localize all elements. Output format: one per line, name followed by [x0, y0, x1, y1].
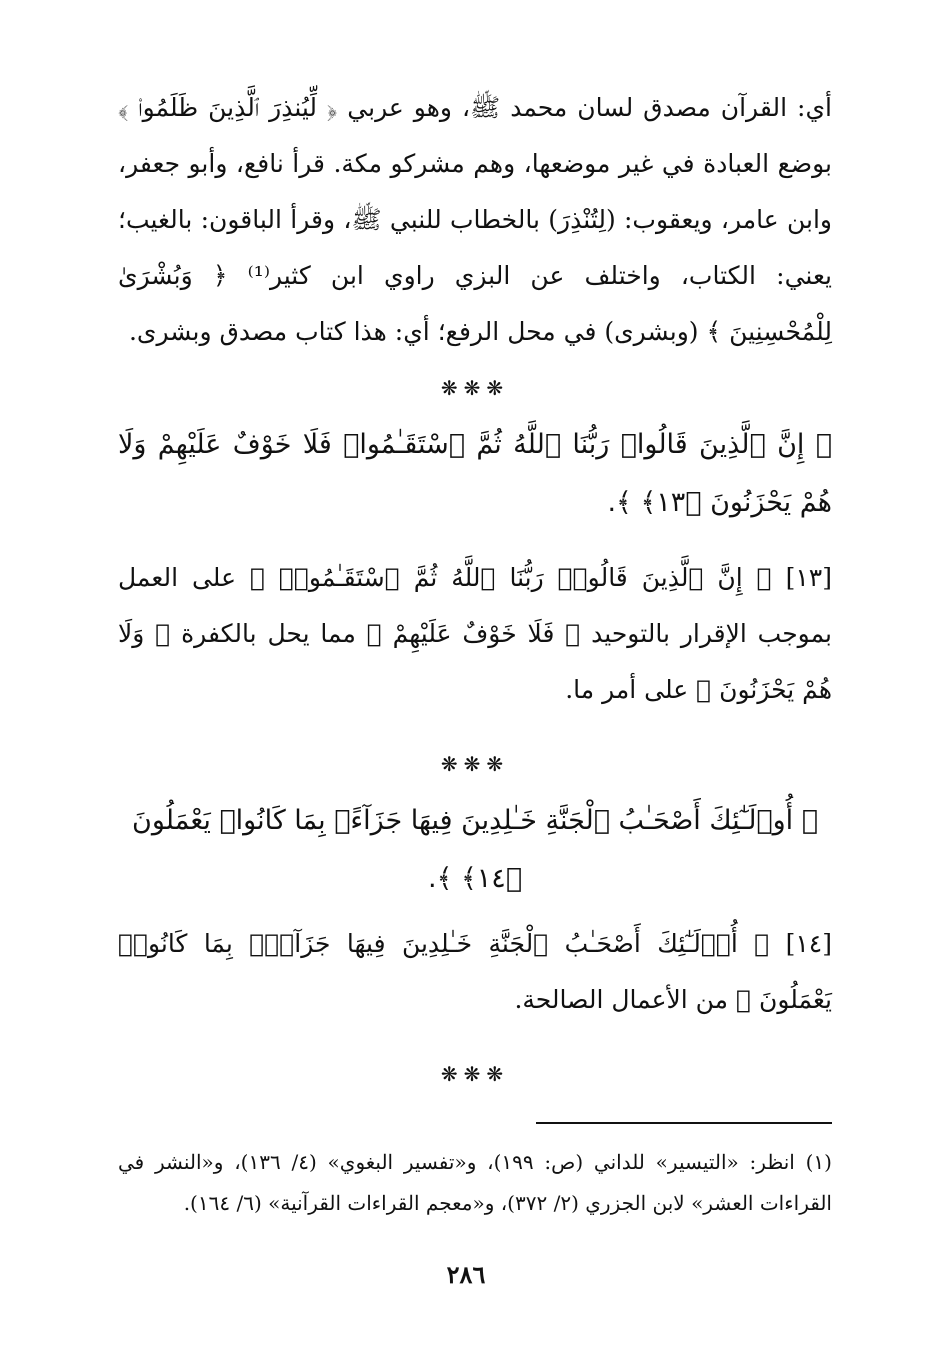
page-number: ٢٨٦: [446, 1260, 486, 1289]
commentary-paragraph-13: [١٣] ﴿ إِنَّ ٱلَّذِينَ قَالُوا۟ رَبُّنَا ٱللَّهُ ثُمَّ ٱسْتَقَـٰمُوا۟ ﴾ على العمل بموجب الإقرار بالتوحيد ﴿ فَلَا خَوْفٌ عَلَيْهِمْ ﴾ مما يحل بالكفرة ﴿ وَلَا هُمْ يَحْزَنُونَ ﴾ على أمر ما.: [118, 563, 832, 704]
page-body: [118, 80, 832, 1224]
commentary-paragraph-14: [١٤] ﴿ أُو۟لَـٰٓئِكَ أَصْحَـٰبُ ٱلْجَنَّةِ خَـٰلِدِينَ فِيهَا جَزَآءًۢ بِمَا كَانُوا۟ يَعْمَلُونَ ﴾ من الأعمال الصالحة.: [118, 929, 832, 1014]
section-separator: ❋❋❋: [440, 1062, 510, 1086]
quran-verse-14: ﴿ أُو۟لَـٰٓئِكَ أَصْحَـٰبُ ٱلْجَنَّةِ خَـٰلِدِينَ فِيهَا جَزَآءًۢ بِمَا كَانُوا۟ يَعْمَلُونَ ﴿١٤﴾ ﴾.: [132, 805, 818, 894]
section-separator: ❋❋❋: [440, 376, 510, 400]
commentary-paragraph-12: أي: القرآن مصدق لسان محمد ﷺ، وهو عربي ﴿ لِّيُنذِرَ ٱلَّذِينَ ظَلَمُوا۟ ﴾ بوضع العبادة في غير موضعها، وهم مشركو مكة. قرأ نافع، وأبو جعفر، وابن عامر، ويعقوب: (لِتُنْذِرَ) بالخطاب للنبي ﷺ، وقرأ الباقون: بالغيب؛ يعني: الكتاب، واختلف عن البزي راوي ابن كثير⁽¹⁾ ﴿ وَبُشْرَىٰ لِلْمُحْسِنِينَ ﴾ (وبشرى) في محل الرفع؛ أي: هذا كتاب مصدق وبشرى.: [118, 93, 832, 346]
quran-verse-13: ﴿ إِنَّ ٱلَّذِينَ قَالُوا۟ رَبُّنَا ٱللَّهُ ثُمَّ ٱسْتَقَـٰمُوا۟ فَلَا خَوْفٌ عَلَيْهِمْ وَلَا هُمْ يَحْزَنُونَ ﴿١٣﴾ ﴾.: [118, 429, 832, 518]
footnote: (١) انظر: «التيسير» للداني (ص: ١٩٩)، و«تفسير البغوي» (٤/ ١٣٦)، و«النشر في القراءات العشر» لابن الجزري (٢/ ٣٧٢)، و«معجم القراءات القرآنية» (٦/ ١٦٤).: [118, 1150, 832, 1215]
footnote-divider: [536, 1122, 832, 1124]
section-separator: ❋❋❋: [440, 752, 510, 776]
